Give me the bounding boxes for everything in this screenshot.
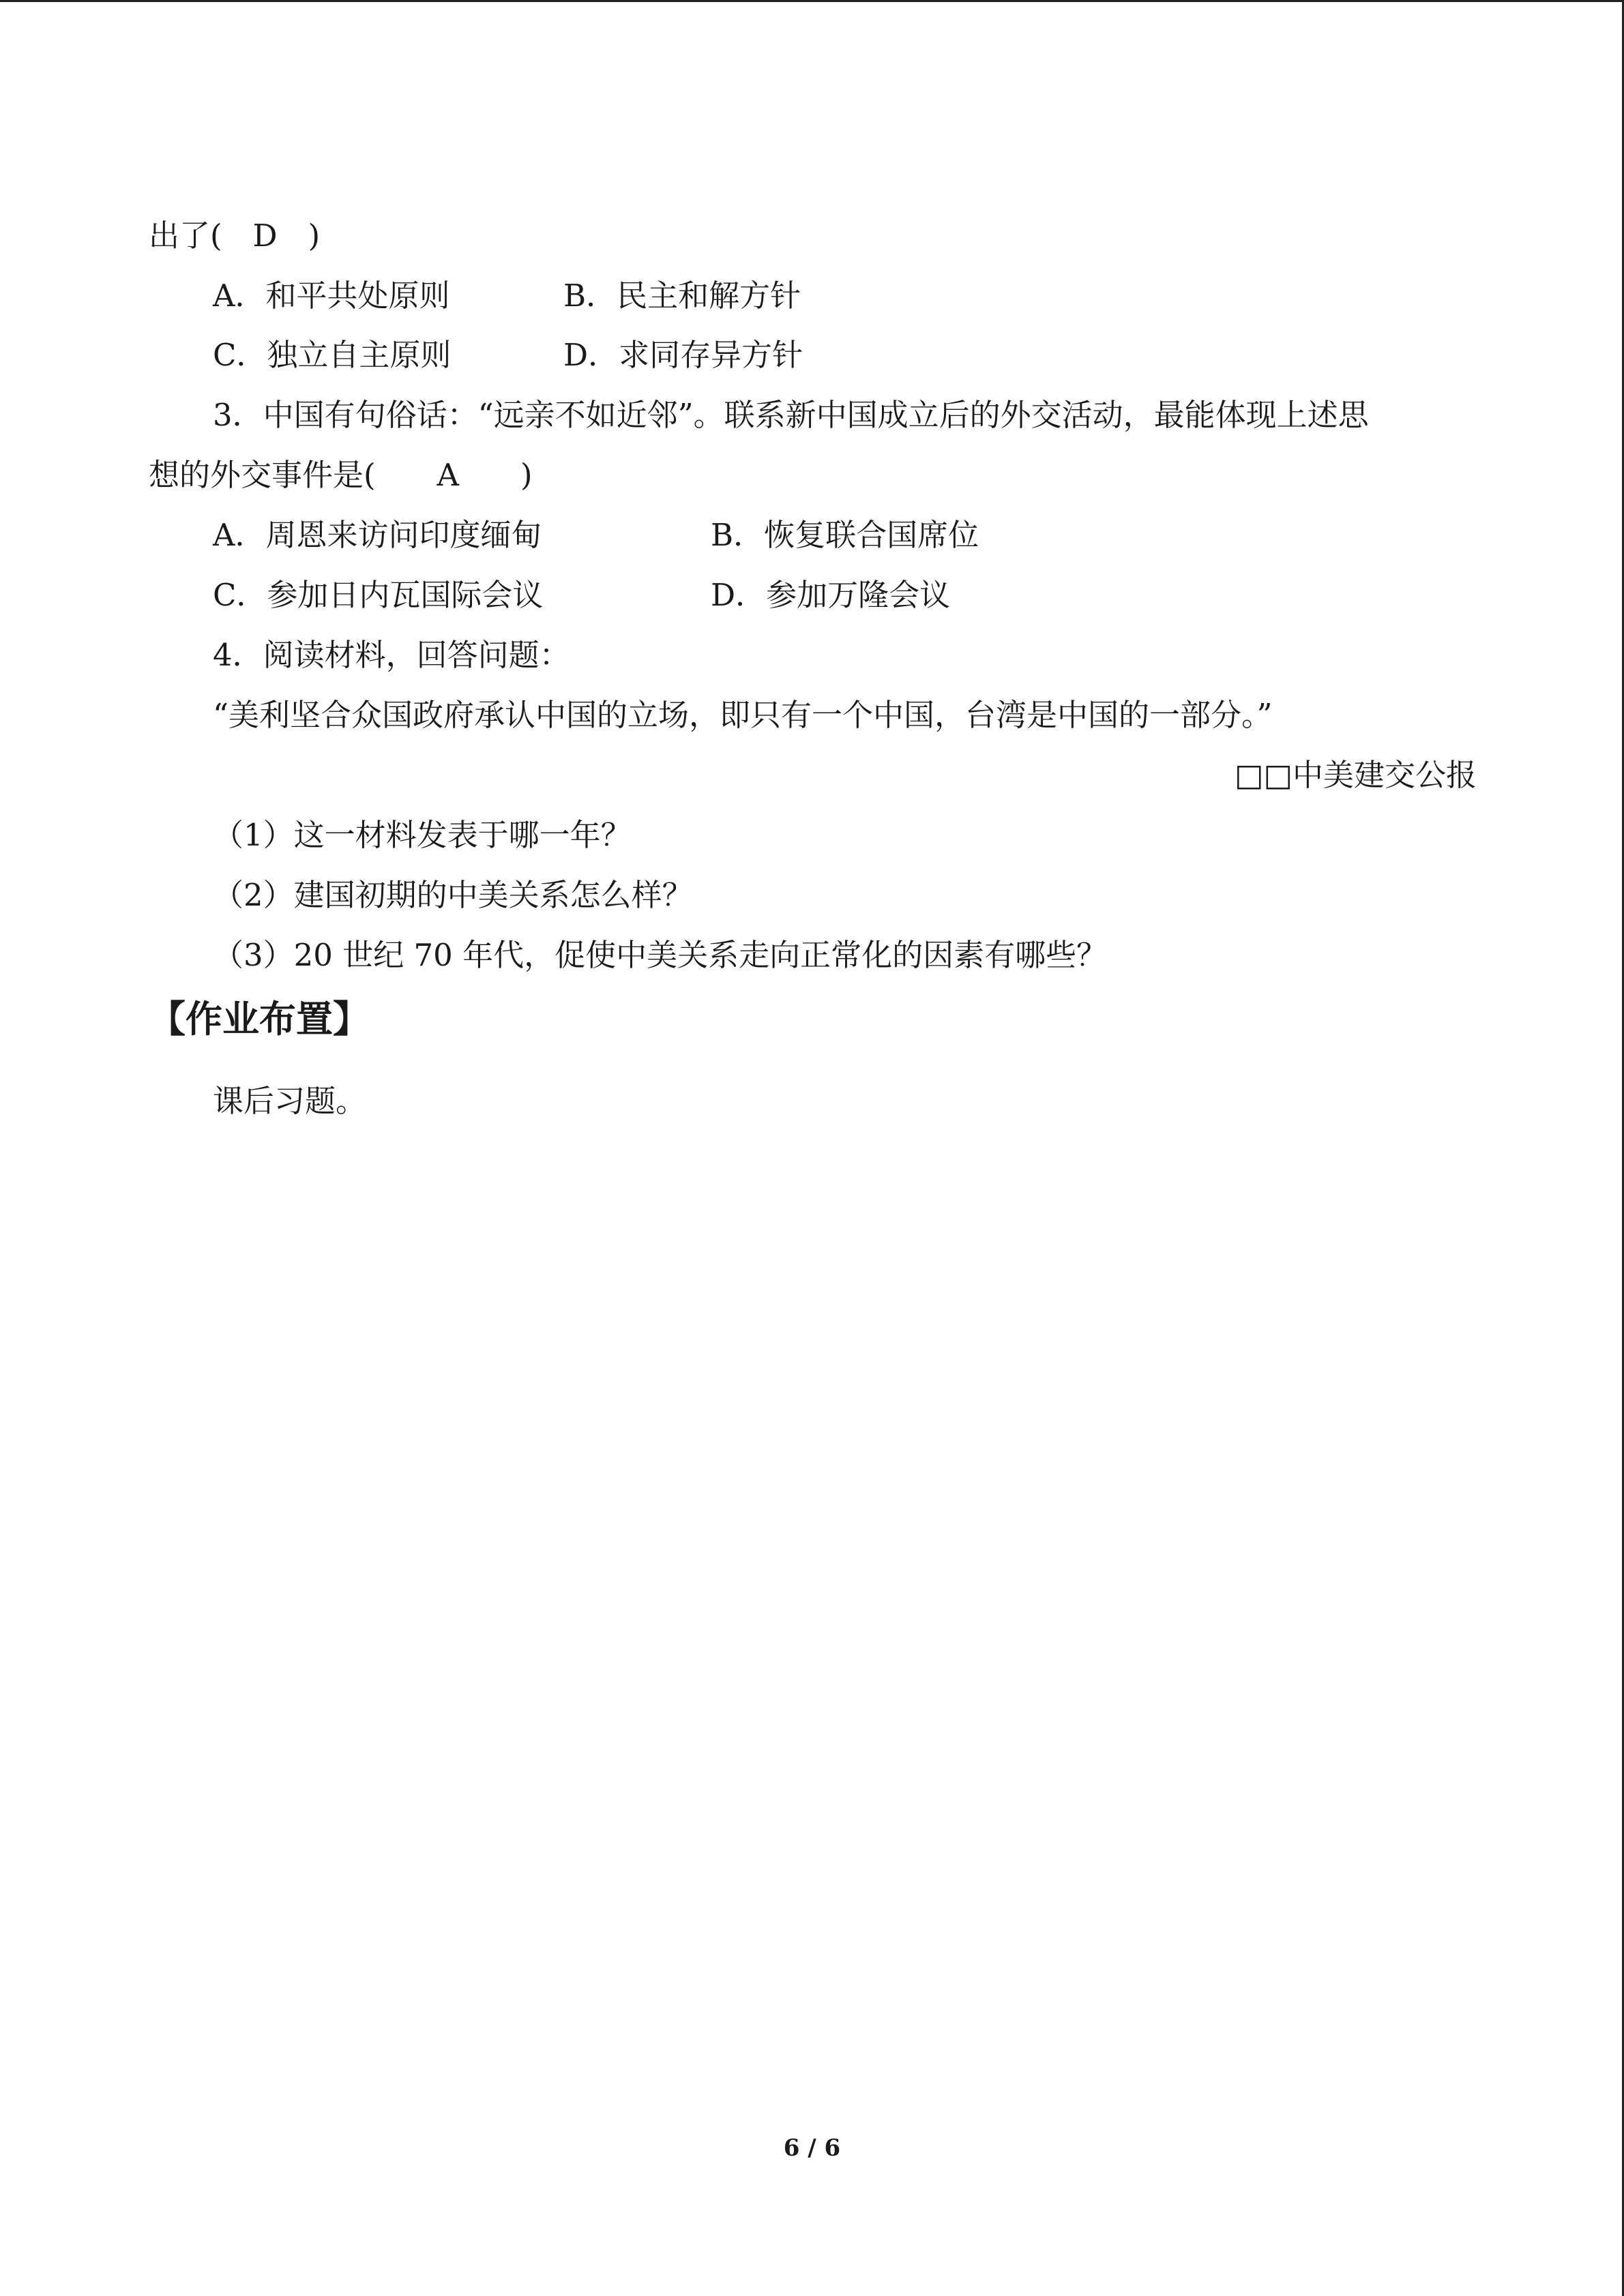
q3-option-c: C．参加日内瓦国际会议 [213, 577, 544, 613]
q3-line2: 想的外交事件是( A ) [149, 457, 533, 493]
q4-question-1: （1）这一材料发表于哪一年？ [213, 817, 632, 853]
q4-source: □□中美建交公报 [1234, 757, 1477, 793]
homework-heading: 【作业布置】 [149, 998, 370, 1041]
q3-option-b: B．恢复联合国席位 [711, 517, 979, 553]
q3-option-d: D．参加万隆会议 [711, 577, 951, 613]
q4-question-2: （2）建国初期的中美关系怎么样？ [213, 877, 693, 913]
q2-option-c: C．独立自主原则 [213, 337, 452, 373]
q2-option-a: A．和平共处原则 [213, 278, 450, 314]
q2-tail: 出了( D ) [149, 218, 321, 254]
q4-intro: 4．阅读材料，回答问题： [213, 637, 570, 673]
page-border-top [0, 0, 1624, 2]
q4-question-3: （3）20 世纪 70 年代，促使中美关系走向正常化的因素有哪些？ [213, 937, 1108, 973]
q3-option-a: A．周恩来访问印度缅甸 [213, 517, 542, 553]
q2-option-d: D．求同存异方针 [563, 337, 803, 373]
q4-quote: “美利坚合众国政府承认中国的立场，即只有一个中国，台湾是中国的一部分。” [213, 697, 1273, 733]
homework-body: 课后习题。 [213, 1083, 367, 1119]
page-number: 6 / 6 [783, 2134, 841, 2162]
q3-line1: 3．中国有句俗话：“远亲不如近邻”。联系新中国成立后的外交活动，最能体现上述思 [213, 397, 1369, 433]
q2-option-b: B．民主和解方针 [563, 278, 801, 314]
